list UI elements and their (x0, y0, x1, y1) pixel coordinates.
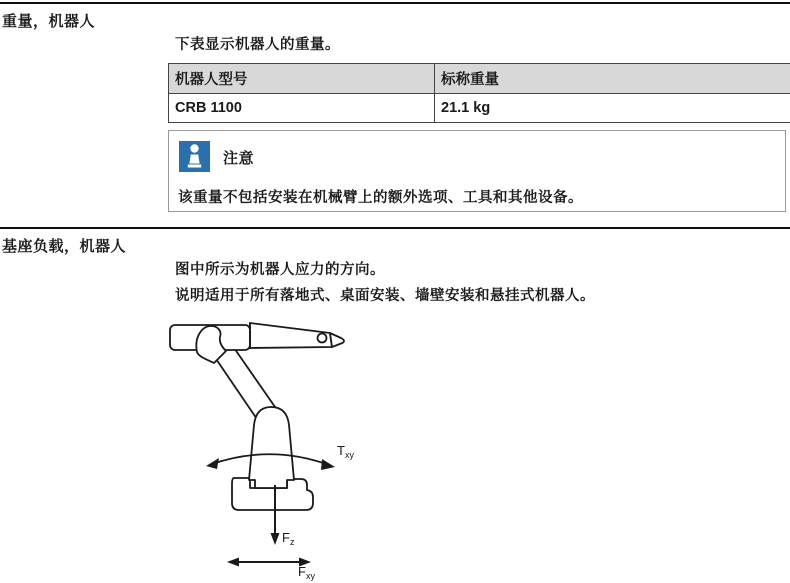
force-xy-label: $F_{xy}$ (298, 564, 315, 581)
robot-wrist-tip (330, 333, 344, 347)
cell-robot-model: CRB 1100 (169, 94, 435, 123)
note-title: 注意 (223, 150, 255, 167)
base-load-line1: 图中所示为机器人应力的方向。 (175, 262, 385, 278)
robot-weight-table (168, 63, 790, 123)
torque-arrowhead-left (206, 458, 219, 469)
force-z-arrowhead (271, 533, 280, 545)
base-load-line2: 说明适用于所有落地式、桌面安装、墙壁安装和悬挂式机器人。 (175, 288, 595, 304)
table-header-row (169, 64, 790, 94)
cell-robot-weight: 21.1 kg (435, 94, 790, 123)
torque-label: $T_{xy}$ (337, 443, 354, 460)
section-divider-top (0, 2, 790, 4)
force-xy-arrowhead-left (227, 558, 239, 567)
column-header-model: 机器人型号 (169, 64, 435, 94)
note-box (168, 130, 786, 212)
column-header-weight: 标称重量 (435, 64, 790, 94)
note-body-text: 该重量不包括安装在机械臂上的额外选项、工具和其他设备。 (178, 190, 583, 206)
section-divider-base-load (0, 227, 790, 229)
robot-body-dome (249, 407, 294, 488)
force-z-label: $F_z$ (282, 530, 295, 547)
table-row (169, 94, 790, 123)
robot-wrist-hole (318, 334, 327, 343)
weight-intro-text: 下表显示机器人的重量。 (175, 37, 340, 53)
section-heading-weight: 重量，机器人 (2, 13, 96, 30)
robot-stress-figure (160, 313, 460, 583)
torque-arrowhead-right (321, 459, 335, 470)
info-person-icon (179, 141, 210, 172)
section-heading-base-load: 基座负载，机器人 (2, 238, 127, 255)
